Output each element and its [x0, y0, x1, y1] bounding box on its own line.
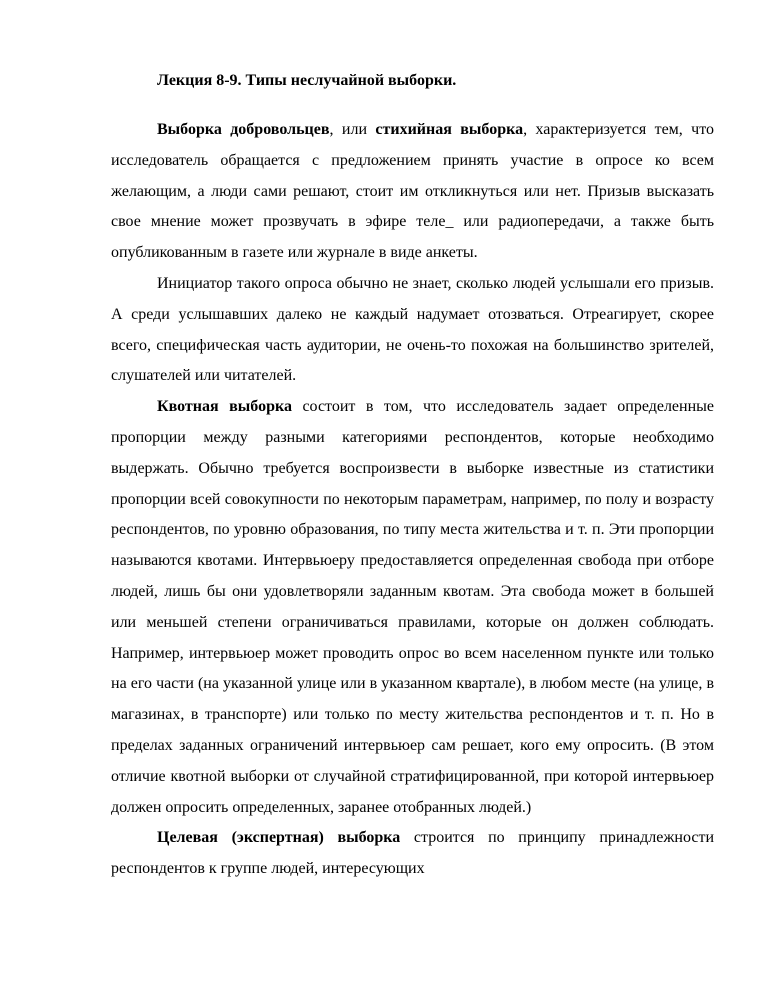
document-body [111, 115, 714, 885]
term-target-sample: Целевая (экспертная) выборка [157, 829, 401, 847]
lecture-title: Лекция 8-9. Типы неслучайной выборки. [157, 72, 457, 89]
paragraph-target-sample [111, 823, 714, 885]
paragraph-text: Инициатор такого опроса обычно не знает, сколько людей услышали его призыв. А среди услышавших далеко не каждый надумает отозваться. Отреагирует, скорее всего, специфическая часть аудитории, не очень-то похожая на большинство зрителей, слушателей или читателей. [111, 274, 714, 385]
paragraph-separator: , или [329, 121, 376, 138]
paragraph-quota-sample [111, 392, 714, 823]
term-spontaneous-sample: стихийная выборка [375, 121, 524, 138]
term-quota-sample: Квотная выборка [157, 398, 292, 416]
paragraph-text: , характеризуется тем, что исследователь обращается с предложением принять участие в опросе ко всем желающим, а люди сами решают, стоит им откликнуться или нет. Призыв высказать свое мнение может прозвучать в эфире теле_ или радиопередачи, а также быть опубликованным в газете или журнале в виде анкеты. [111, 121, 715, 262]
paragraph-text: состоит в том, что исследователь задает определенные пропорции между разными категориями респондентов, которые необходимо выдержать. Обычно требуется воспроизвести в выборке известные из статистики пропорции всей совокупности по некоторым параметрам, например, по полу и возрасту респондентов, по уровню образования, по типу места жительства и т. п. Эти пропорции называются квотами. Интервьюеру предоставляется определенная свобода при отборе людей, лишь бы они удовлетворяли заданным квотам. Эта свобода может в большей или меньшей степени ограничиваться правилами, которые он должен соблюдать. Например, интервьюер может проводить опрос во всем населенном пункте или только на его части (на указанной улице или в указанном квартале), в любом месте (на улице, в магазинах, в транспорте) или только по месту жительства респондентов и т. п. Но в пределах заданных ограничений интервьюер сам решает, кого ему опросить. (В этом отличие квотной выборки от случайной стратифицированной, при которой интервьюер должен опросить определенных, заранее отобранных людей.) [111, 398, 715, 816]
paragraph-initiator [111, 269, 714, 392]
term-volunteer-sample: Выборка добровольцев [157, 121, 330, 138]
paragraph-text: строится по принципу принадлежности респондентов к группе людей, интересующих [111, 829, 715, 878]
paragraph-volunteer-sample [111, 115, 714, 269]
